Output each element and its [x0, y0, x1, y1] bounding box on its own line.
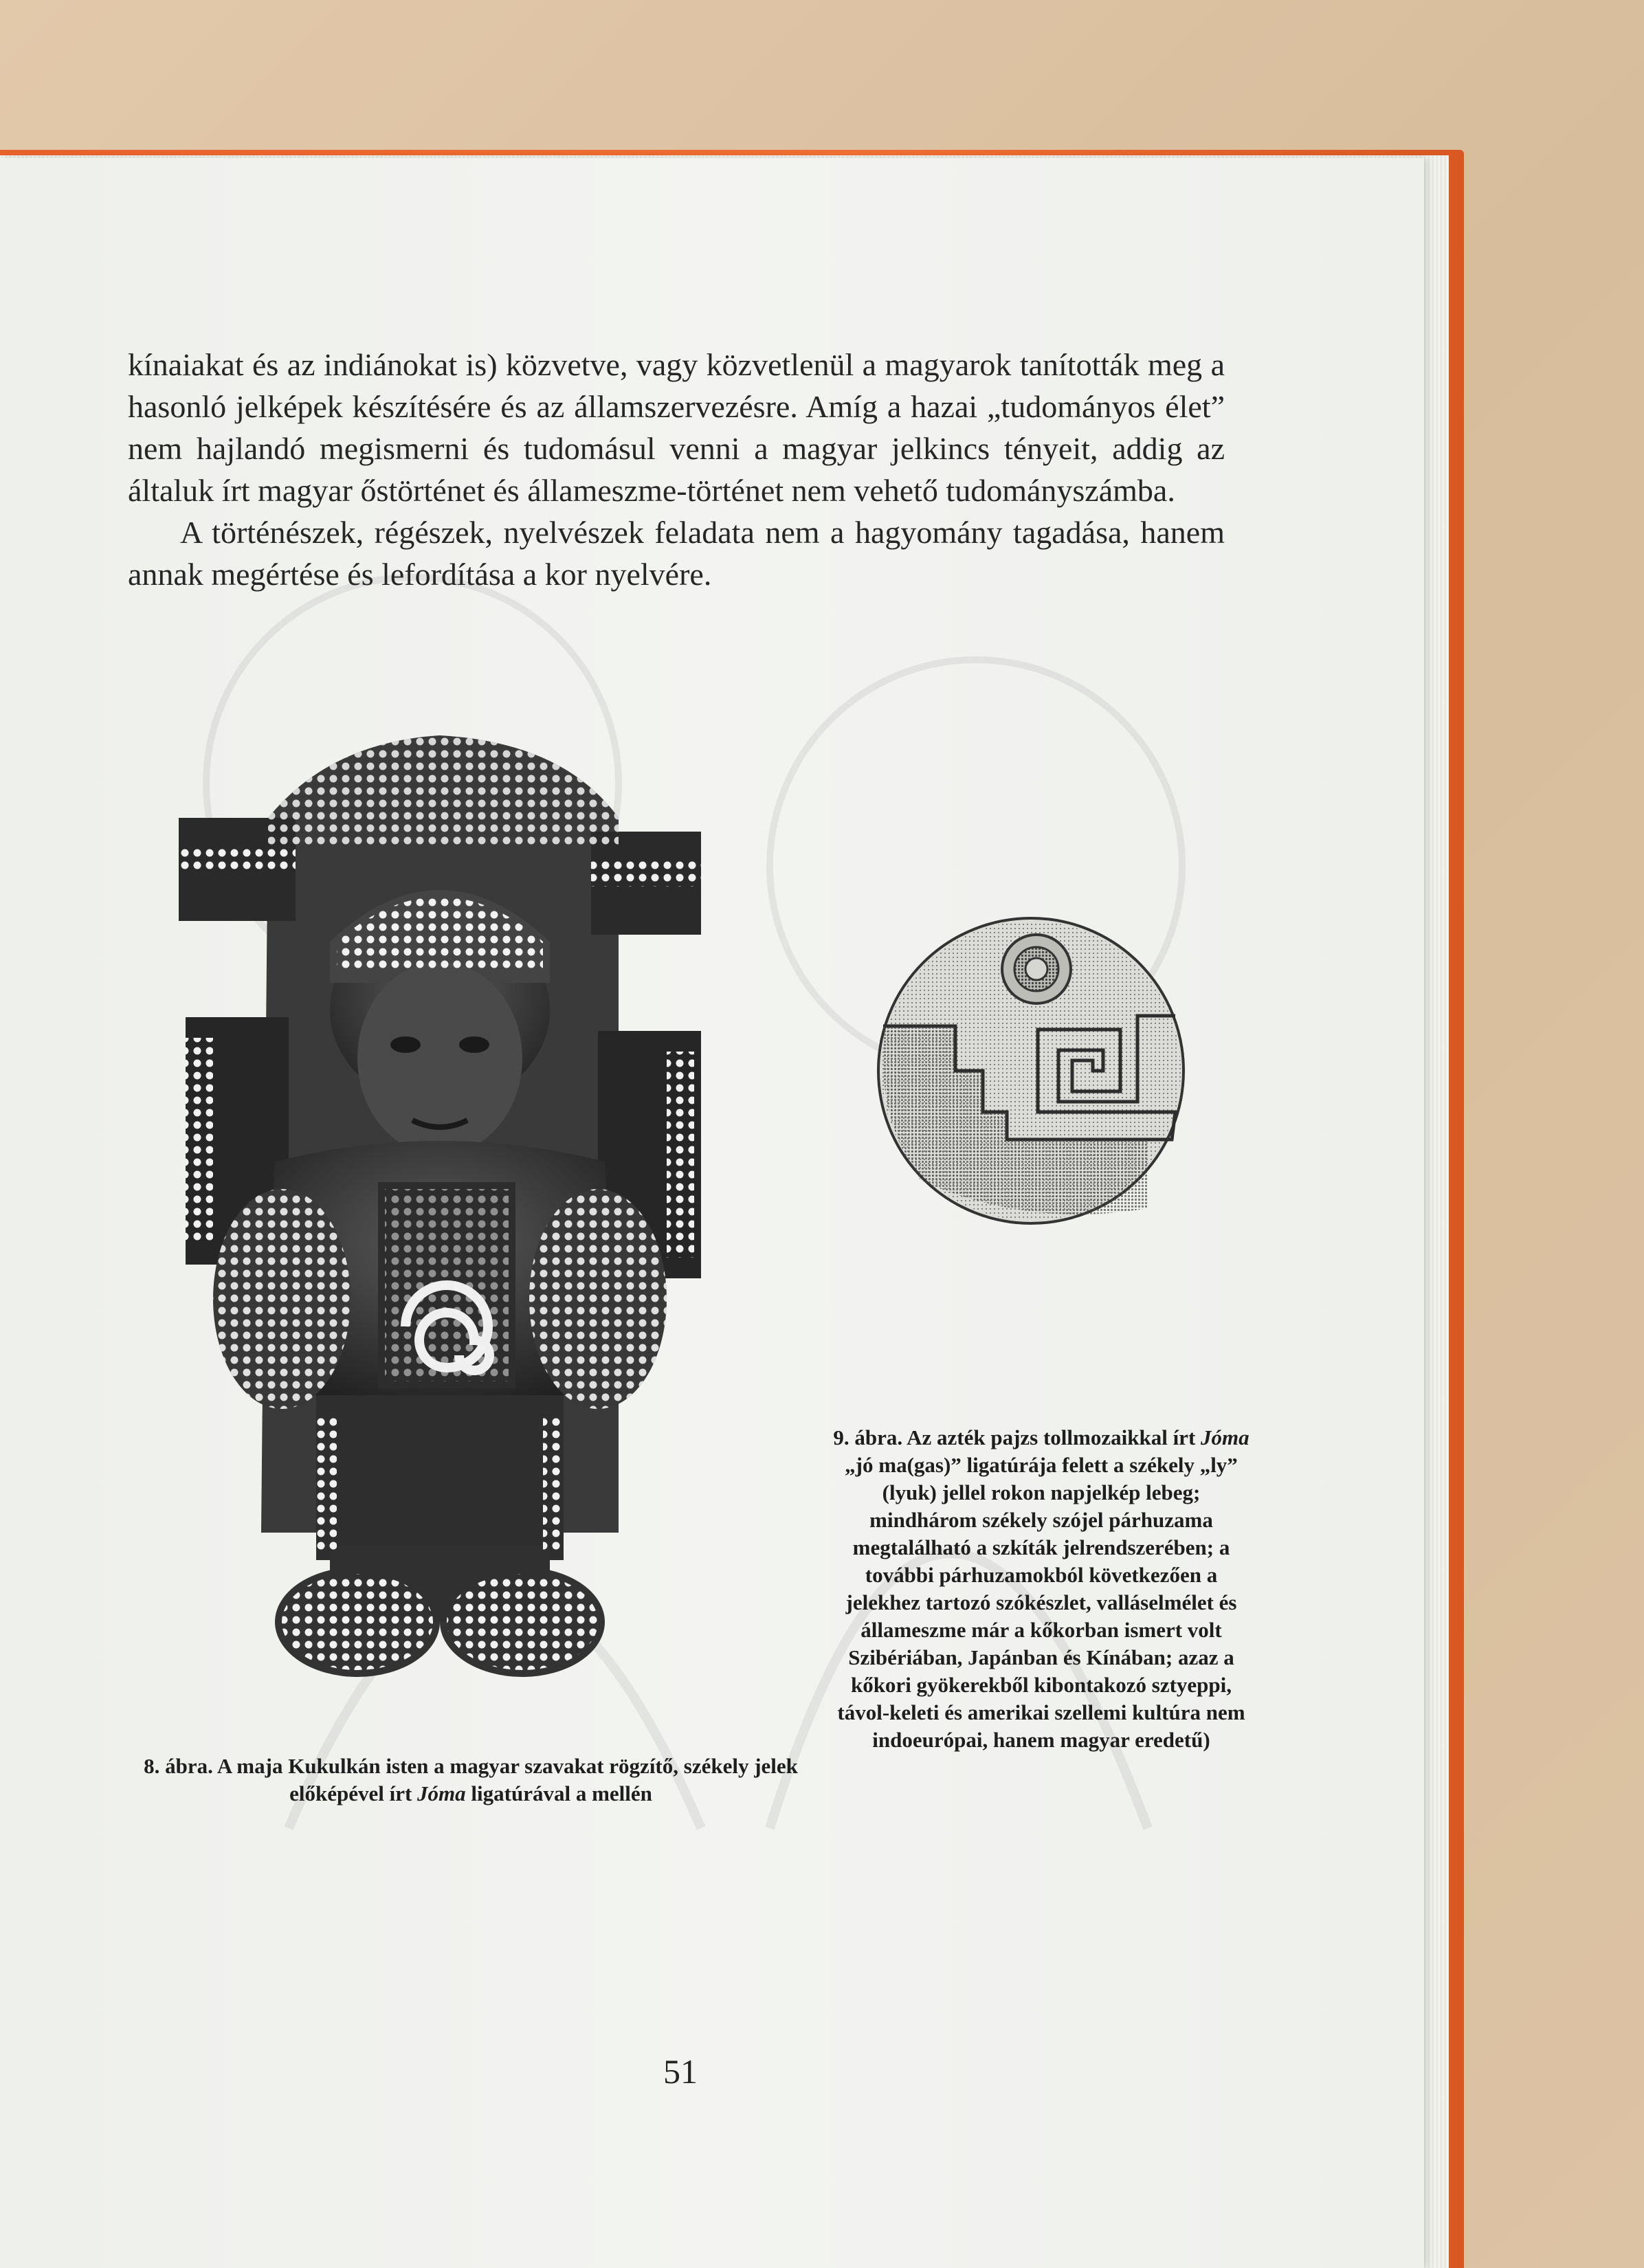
caption-9-italic: Jóma [1201, 1425, 1249, 1449]
paragraph-2: A történészek, régészek, nyelvészek feladata nem a hagyomány tagadása, hanem annak megértése és lefordítása a kor nyelvére. [128, 515, 1225, 592]
aztec-shield-figure [873, 906, 1189, 1236]
caption-8-text-end: ligatúrával a mellén [465, 1781, 652, 1805]
caption-8-italic: Jóma [417, 1781, 466, 1805]
caption-9-text-rest: „jó ma(gas)” ligatúrája felett a székely „ly” (lyuk) jellel rokon napjelkép lebeg; mindhárom székely szójel párhuzama megtalálható a szkíták jelrendszerében; a további párhuzamokból következően a jelekhez tartozó szókészlet, valláselmélet és állameszme már a kőkorban ismert volt Szibériában, Japánban és Kínában; azaz a kőkori gyökerekből kibontakozó sztyeppi, távol-keleti és amerikai szellemi kultúra nem indoeurópai, hanem magyar eredetű) [837, 1453, 1245, 1752]
kukulkan-statue-figure [179, 735, 701, 1704]
caption-9-text-start: 9. ábra. Az azték pajzs tollmozaikkal írt [833, 1425, 1201, 1449]
page-number: 51 [663, 2052, 698, 2091]
caption-8-text-start: 8. ábra. A maja Kukulkán isten a magyar szavakat rögzítő, székely jelek előképével írt [144, 1754, 798, 1805]
figure-8-caption [124, 1753, 818, 1808]
figure-9-caption [828, 1424, 1254, 1754]
body-text [128, 344, 1225, 595]
paragraph-1: kínaiakat és az indiánokat is) közvetve, vagy közvetlenül a magyarok tanították meg a hasonló jelképek készítésére és az államszervezésre. Amíg a hazai „tudományos élet” nem hajlandó megismerni és tudomásul venni a magyar jelkincs tényeit, addig az általuk írt magyar őstörténet és állameszme-történet nem vehető tudományszámba. [128, 347, 1225, 508]
